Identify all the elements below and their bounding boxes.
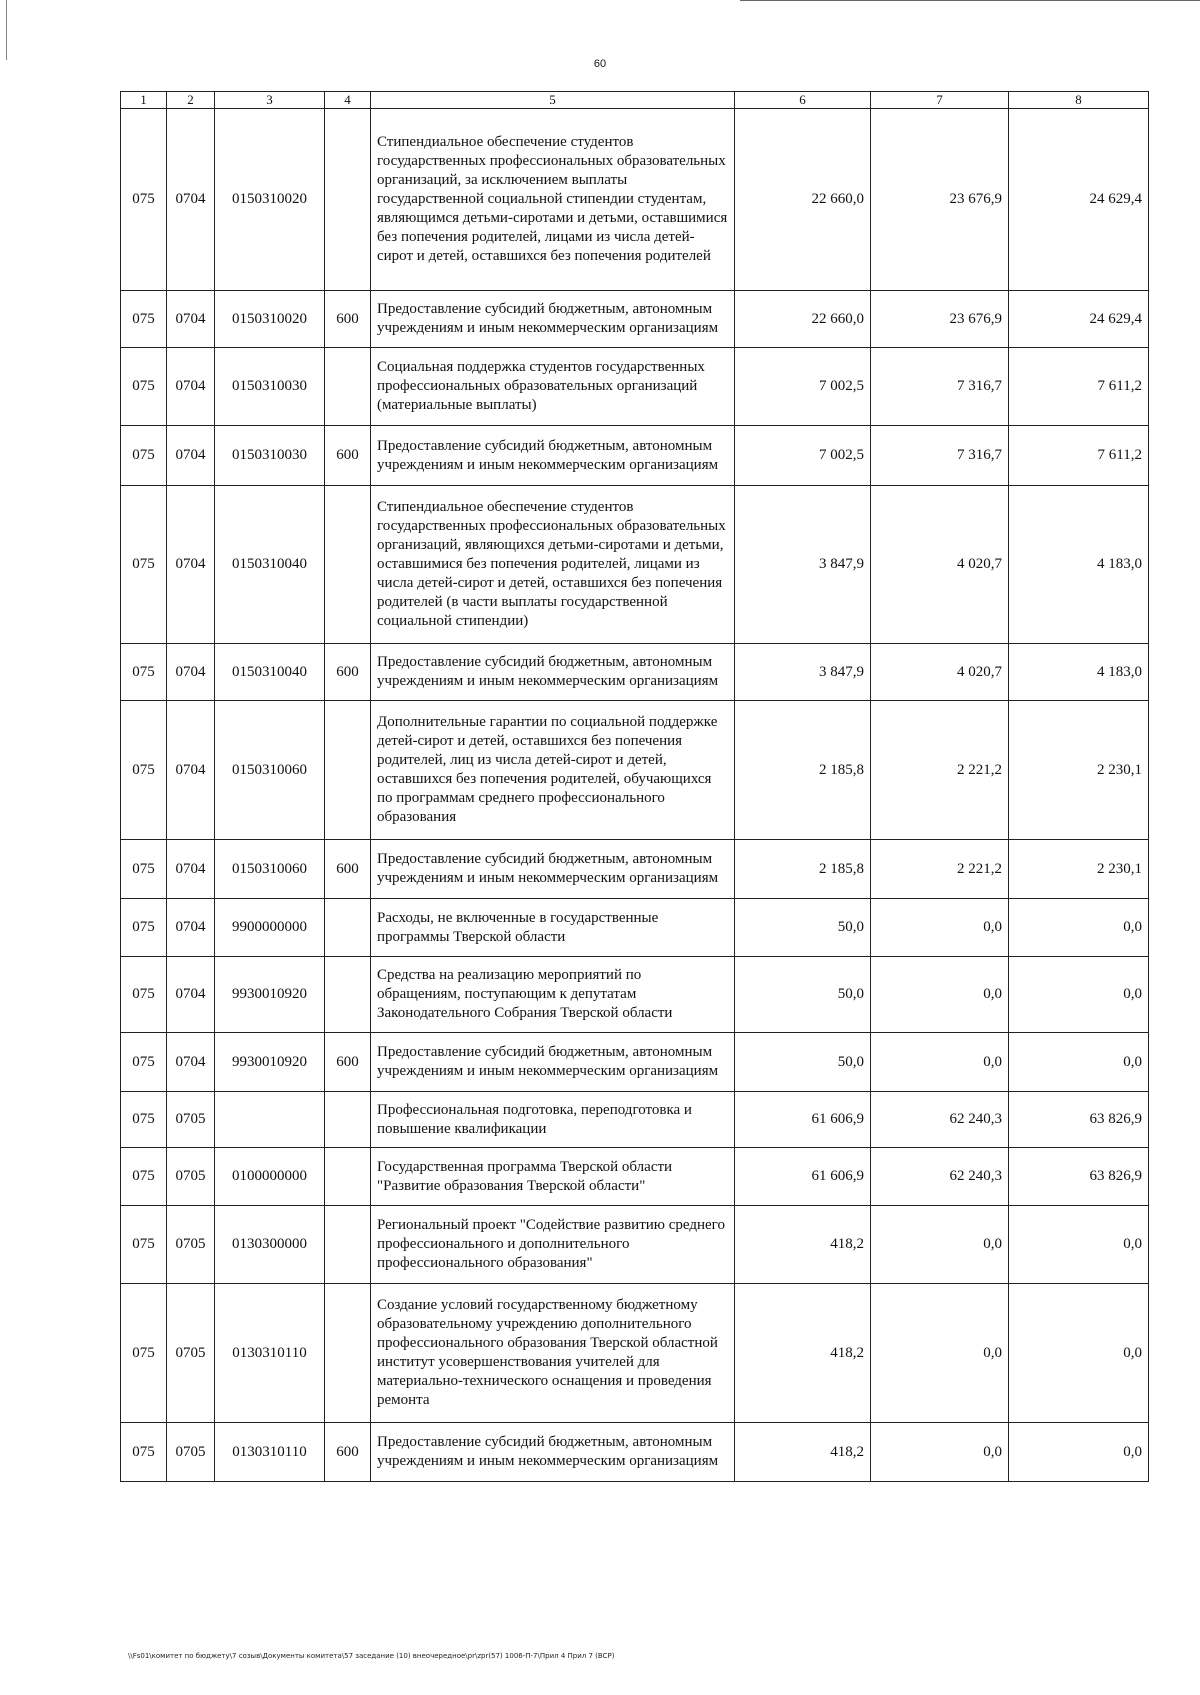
amount-cell-col8: 63 826,9 [1009,1148,1149,1206]
amount-cell-col7: 4 020,7 [871,644,1009,701]
amount-cell-col7: 0,0 [871,899,1009,957]
amount-cell-col7: 23 676,9 [871,291,1009,348]
target-article-cell: 0130310110 [215,1423,325,1482]
amount-cell-col7: 0,0 [871,957,1009,1033]
description-cell: Расходы, не включенные в государственные программы Тверской области [371,899,735,957]
description-cell: Предоставление субсидий бюджетным, автономным учреждениям и иным некоммерческим организациям [371,426,735,486]
amount-cell-col8: 4 183,0 [1009,644,1149,701]
table-row [121,486,1149,644]
section-code-cell: 0705 [167,1092,215,1148]
table-row [121,644,1149,701]
footer-file-path: \\Fs01\комитет по бюджету\7 созыв\Документы комитета\57 заседание (10) внеочередное\pr\zpr(57) 1006-П-7\Прил 4 Прил 7 (ВСР) [128,1652,615,1660]
amount-cell-col6: 418,2 [735,1284,871,1423]
target-article-cell: 9930010920 [215,1033,325,1092]
section-code-cell: 0705 [167,1148,215,1206]
target-article-cell: 0100000000 [215,1148,325,1206]
amount-cell-col7: 4 020,7 [871,486,1009,644]
description-cell: Социальная поддержка студентов государственных профессиональных образовательных организаций (материальные выплаты) [371,348,735,426]
table-body [121,109,1149,1482]
column-header: 3 [215,92,325,109]
column-header: 6 [735,92,871,109]
amount-cell-col7: 7 316,7 [871,426,1009,486]
amount-cell-col6: 3 847,9 [735,486,871,644]
target-article-cell: 0150310030 [215,348,325,426]
description-cell: Стипендиальное обеспечение студентов государственных профессиональных образовательных организаций, являющихся детьми-сиротами и детьми, оставшимися без попечения родителей, лицами из числа детей-сирот и детей, оставшихся без попечения родителей (в части выплаты государственной социальной стипендии) [371,486,735,644]
description-cell: Дополнительные гарантии по социальной поддержке детей-сирот и детей, оставшихся без попечения родителей, лиц из числа детей-сирот и детей, оставшихся без попечения родителей, обучающихся по программам среднего профессионального образования [371,701,735,840]
target-article-cell: 9930010920 [215,957,325,1033]
target-article-cell [215,1092,325,1148]
section-code-cell: 0704 [167,701,215,840]
admin-code-cell: 075 [121,109,167,291]
scan-edge-line-left [6,0,7,60]
table-row [121,701,1149,840]
admin-code-cell: 075 [121,1206,167,1284]
section-code-cell: 0704 [167,957,215,1033]
target-article-cell: 9900000000 [215,899,325,957]
table-row [121,1148,1149,1206]
target-article-cell: 0150310030 [215,426,325,486]
expense-type-cell [325,1148,371,1206]
table-row [121,840,1149,899]
amount-cell-col7: 0,0 [871,1033,1009,1092]
table-row [121,426,1149,486]
admin-code-cell: 075 [121,840,167,899]
table-row [121,1423,1149,1482]
table-row [121,1206,1149,1284]
section-code-cell: 0704 [167,644,215,701]
table-row [121,109,1149,291]
expense-type-cell [325,957,371,1033]
section-code-cell: 0704 [167,486,215,644]
amount-cell-col6: 61 606,9 [735,1148,871,1206]
column-header: 1 [121,92,167,109]
description-cell: Предоставление субсидий бюджетным, автономным учреждениям и иным некоммерческим организациям [371,644,735,701]
admin-code-cell: 075 [121,701,167,840]
expense-type-cell [325,1284,371,1423]
amount-cell-col8: 0,0 [1009,1206,1149,1284]
amount-cell-col6: 7 002,5 [735,426,871,486]
expense-type-cell [325,701,371,840]
amount-cell-col6: 61 606,9 [735,1092,871,1148]
amount-cell-col8: 7 611,2 [1009,426,1149,486]
expense-type-cell [325,109,371,291]
amount-cell-col8: 2 230,1 [1009,840,1149,899]
amount-cell-col8: 24 629,4 [1009,109,1149,291]
target-article-cell: 0150310020 [215,291,325,348]
amount-cell-col7: 0,0 [871,1284,1009,1423]
amount-cell-col6: 418,2 [735,1206,871,1284]
section-code-cell: 0704 [167,109,215,291]
description-cell: Предоставление субсидий бюджетным, автономным учреждениям и иным некоммерческим организациям [371,840,735,899]
expense-type-cell: 600 [325,291,371,348]
table-row [121,348,1149,426]
section-code-cell: 0704 [167,899,215,957]
amount-cell-col8: 7 611,2 [1009,348,1149,426]
column-header: 4 [325,92,371,109]
admin-code-cell: 075 [121,291,167,348]
section-code-cell: 0704 [167,1033,215,1092]
expense-type-cell: 600 [325,1423,371,1482]
admin-code-cell: 075 [121,1148,167,1206]
table-row [121,899,1149,957]
column-header: 7 [871,92,1009,109]
description-cell: Предоставление субсидий бюджетным, автономным учреждениям и иным некоммерческим организациям [371,1423,735,1482]
amount-cell-col8: 0,0 [1009,957,1149,1033]
admin-code-cell: 075 [121,957,167,1033]
description-cell: Государственная программа Тверской области "Развитие образования Тверской области" [371,1148,735,1206]
page-number: 60 [593,58,607,70]
section-code-cell: 0704 [167,291,215,348]
column-header: 2 [167,92,215,109]
amount-cell-col8: 24 629,4 [1009,291,1149,348]
amount-cell-col6: 50,0 [735,899,871,957]
section-code-cell: 0704 [167,426,215,486]
section-code-cell: 0704 [167,348,215,426]
column-header: 8 [1009,92,1149,109]
amount-cell-col7: 23 676,9 [871,109,1009,291]
admin-code-cell: 075 [121,1284,167,1423]
table-row [121,291,1149,348]
section-code-cell: 0705 [167,1423,215,1482]
expense-type-cell: 600 [325,426,371,486]
amount-cell-col6: 2 185,8 [735,701,871,840]
description-cell: Средства на реализацию мероприятий по обращениям, поступающим к депутатам Законодательного Собрания Тверской области [371,957,735,1033]
amount-cell-col8: 63 826,9 [1009,1092,1149,1148]
description-cell: Предоставление субсидий бюджетным, автономным учреждениям и иным некоммерческим организациям [371,291,735,348]
table-row [121,957,1149,1033]
section-code-cell: 0705 [167,1284,215,1423]
amount-cell-col7: 2 221,2 [871,840,1009,899]
target-article-cell: 0150310060 [215,701,325,840]
amount-cell-col7: 0,0 [871,1206,1009,1284]
target-article-cell: 0150310040 [215,486,325,644]
amount-cell-col8: 0,0 [1009,899,1149,957]
amount-cell-col6: 50,0 [735,957,871,1033]
description-cell: Профессиональная подготовка, переподготовка и повышение квалификации [371,1092,735,1148]
amount-cell-col6: 50,0 [735,1033,871,1092]
target-article-cell: 0130300000 [215,1206,325,1284]
table-row [121,1284,1149,1423]
amount-cell-col6: 7 002,5 [735,348,871,426]
target-article-cell: 0150310020 [215,109,325,291]
amount-cell-col7: 7 316,7 [871,348,1009,426]
expense-type-cell [325,1206,371,1284]
section-code-cell: 0704 [167,840,215,899]
expense-type-cell [325,899,371,957]
amount-cell-col8: 0,0 [1009,1284,1149,1423]
amount-cell-col8: 2 230,1 [1009,701,1149,840]
amount-cell-col8: 4 183,0 [1009,486,1149,644]
admin-code-cell: 075 [121,1033,167,1092]
admin-code-cell: 075 [121,348,167,426]
admin-code-cell: 075 [121,1423,167,1482]
expense-type-cell [325,1092,371,1148]
description-cell: Региональный проект "Содействие развитию среднего профессионального и дополнительного профессионального образования" [371,1206,735,1284]
description-cell: Стипендиальное обеспечение студентов государственных профессиональных образовательных организаций, за исключением выплаты государственной социальной стипендии студентам, являющимся детьми-сиротами и детьми, оставшимися без попечения родителей, лицами из числа детей-сирот и детей, оставшихся без попечения родителей [371,109,735,291]
expense-type-cell [325,486,371,644]
amount-cell-col6: 418,2 [735,1423,871,1482]
amount-cell-col7: 2 221,2 [871,701,1009,840]
column-header: 5 [371,92,735,109]
admin-code-cell: 075 [121,1092,167,1148]
expense-type-cell: 600 [325,840,371,899]
admin-code-cell: 075 [121,899,167,957]
amount-cell-col6: 2 185,8 [735,840,871,899]
admin-code-cell: 075 [121,486,167,644]
amount-cell-col7: 62 240,3 [871,1148,1009,1206]
budget-table [120,91,1149,1482]
amount-cell-col8: 0,0 [1009,1423,1149,1482]
table-row [121,1033,1149,1092]
amount-cell-col6: 22 660,0 [735,291,871,348]
header-row [121,92,1149,109]
section-code-cell: 0705 [167,1206,215,1284]
amount-cell-col6: 22 660,0 [735,109,871,291]
target-article-cell: 0130310110 [215,1284,325,1423]
admin-code-cell: 075 [121,644,167,701]
scan-edge-line [740,0,1200,1]
expense-type-cell [325,348,371,426]
amount-cell-col7: 0,0 [871,1423,1009,1482]
admin-code-cell: 075 [121,426,167,486]
amount-cell-col7: 62 240,3 [871,1092,1009,1148]
target-article-cell: 0150310040 [215,644,325,701]
description-cell: Создание условий государственному бюджетному образовательному учреждению дополнительного профессионального образования Тверской областной институт усовершенствования учителей для материально-технического оснащения и проведения ремонта [371,1284,735,1423]
target-article-cell: 0150310060 [215,840,325,899]
table-row [121,1092,1149,1148]
description-cell: Предоставление субсидий бюджетным, автономным учреждениям и иным некоммерческим организациям [371,1033,735,1092]
expense-type-cell: 600 [325,644,371,701]
amount-cell-col6: 3 847,9 [735,644,871,701]
amount-cell-col8: 0,0 [1009,1033,1149,1092]
expense-type-cell: 600 [325,1033,371,1092]
